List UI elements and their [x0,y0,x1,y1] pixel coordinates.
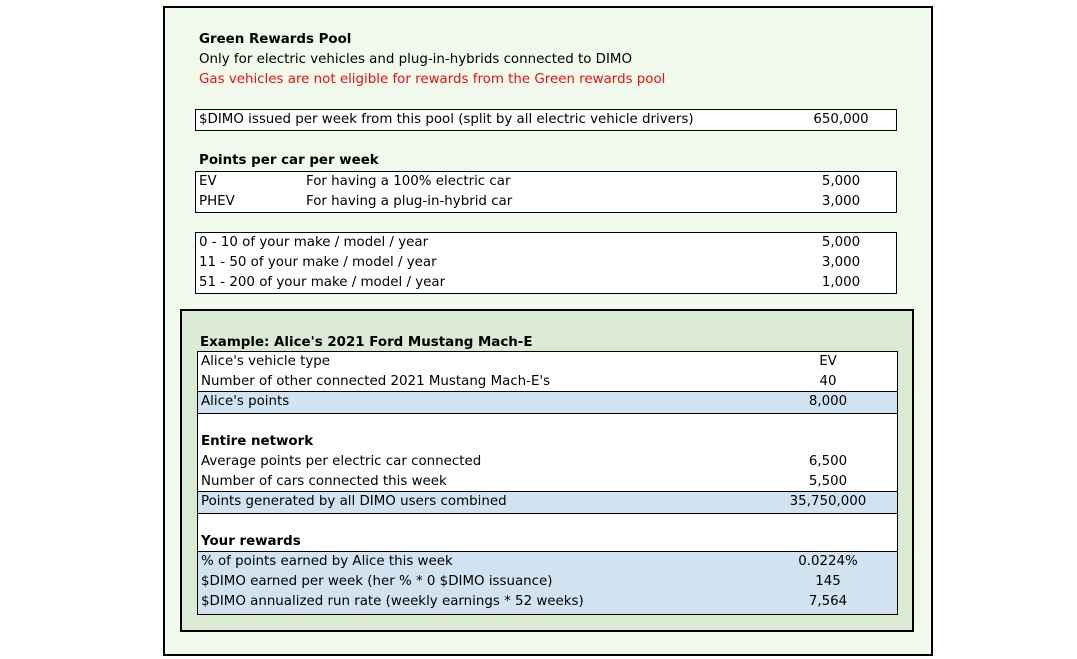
pct-label: % of points earned by Alice this week [201,554,453,569]
car-points: 3,000 [821,194,861,209]
network-heading [198,432,897,452]
rewards-sheet [163,6,933,656]
rewards-heading [198,532,897,552]
cars-connected-row [198,472,897,492]
cars-connected-label: Number of cars connected this week [201,474,447,489]
car-type: PHEV [199,194,235,209]
pct-value: 0.0224% [798,554,858,569]
alice-points-value: 8,000 [808,394,848,409]
make-model-points: 1,000 [821,275,861,290]
make-model-label: 51 - 200 of your make / model / year [199,275,446,290]
avg-points-row [198,452,897,472]
car-points: 5,000 [821,174,861,189]
make-model-table [195,232,897,294]
vehicle-type-label: Alice's vehicle type [201,354,330,369]
weekly-label: $DIMO earned per week (her % * 0 $DIMO issuance) [201,574,553,589]
others-label: Number of other connected 2021 Mustang Mach-E's [201,374,551,389]
warning-text: Gas vehicles are not eligible for rewards from the Green rewards pool [199,72,666,87]
others-value: 40 [819,374,837,389]
issuance-box [195,109,897,131]
annual-label: $DIMO annualized run rate (weekly earnings * 52 weeks) [201,594,584,609]
make-model-points: 5,000 [821,235,861,250]
subtitle: Only for electric vehicles and plug-in-hybrids connected to DIMO [199,52,632,67]
avg-points-label: Average points per electric car connected [201,454,482,469]
vehicle-type-value: EV [819,354,837,369]
others-row [198,372,897,392]
pct-row [198,551,897,573]
alice-points-label: Alice's points [201,394,290,409]
issuance-label: $DIMO issued per week from this pool (split by all electric vehicle drivers) [199,112,694,127]
rewards-heading-text: Your rewards [201,534,301,549]
weekly-row [198,572,897,592]
annual-row [198,592,897,614]
make-model-label: 11 - 50 of your make / model / year [199,255,437,270]
make-model-label: 0 - 10 of your make / model / year [199,235,429,250]
cars-connected-value: 5,500 [808,474,848,489]
avg-points-value: 6,500 [808,454,848,469]
car-type: EV [199,174,217,189]
table-row [196,233,896,253]
car-desc: For having a plug-in-hybrid car [306,194,513,209]
vehicle-type-row [198,352,897,372]
example-table [197,351,898,615]
make-model-points: 3,000 [821,255,861,270]
example-title: Example: Alice's 2021 Ford Mustang Mach-E [200,335,533,350]
page-title: Green Rewards Pool [199,32,352,47]
alice-points-row [198,391,897,414]
total-points-label: Points generated by all DIMO users combined [201,494,507,509]
car-desc: For having a 100% electric car [306,174,511,189]
table-row [196,192,896,212]
example-panel [180,309,914,632]
table-row [196,273,896,293]
total-points-row [198,491,897,514]
points-per-car-table [195,171,897,213]
weekly-value: 145 [815,574,841,589]
issuance-value: 650,000 [813,112,869,127]
points-per-car-heading: Points per car per week [199,153,379,168]
table-row [196,172,896,192]
network-heading-text: Entire network [201,434,314,449]
issuance-row [196,110,896,130]
total-points-value: 35,750,000 [789,494,867,509]
annual-value: 7,564 [808,594,848,609]
table-row [196,253,896,273]
